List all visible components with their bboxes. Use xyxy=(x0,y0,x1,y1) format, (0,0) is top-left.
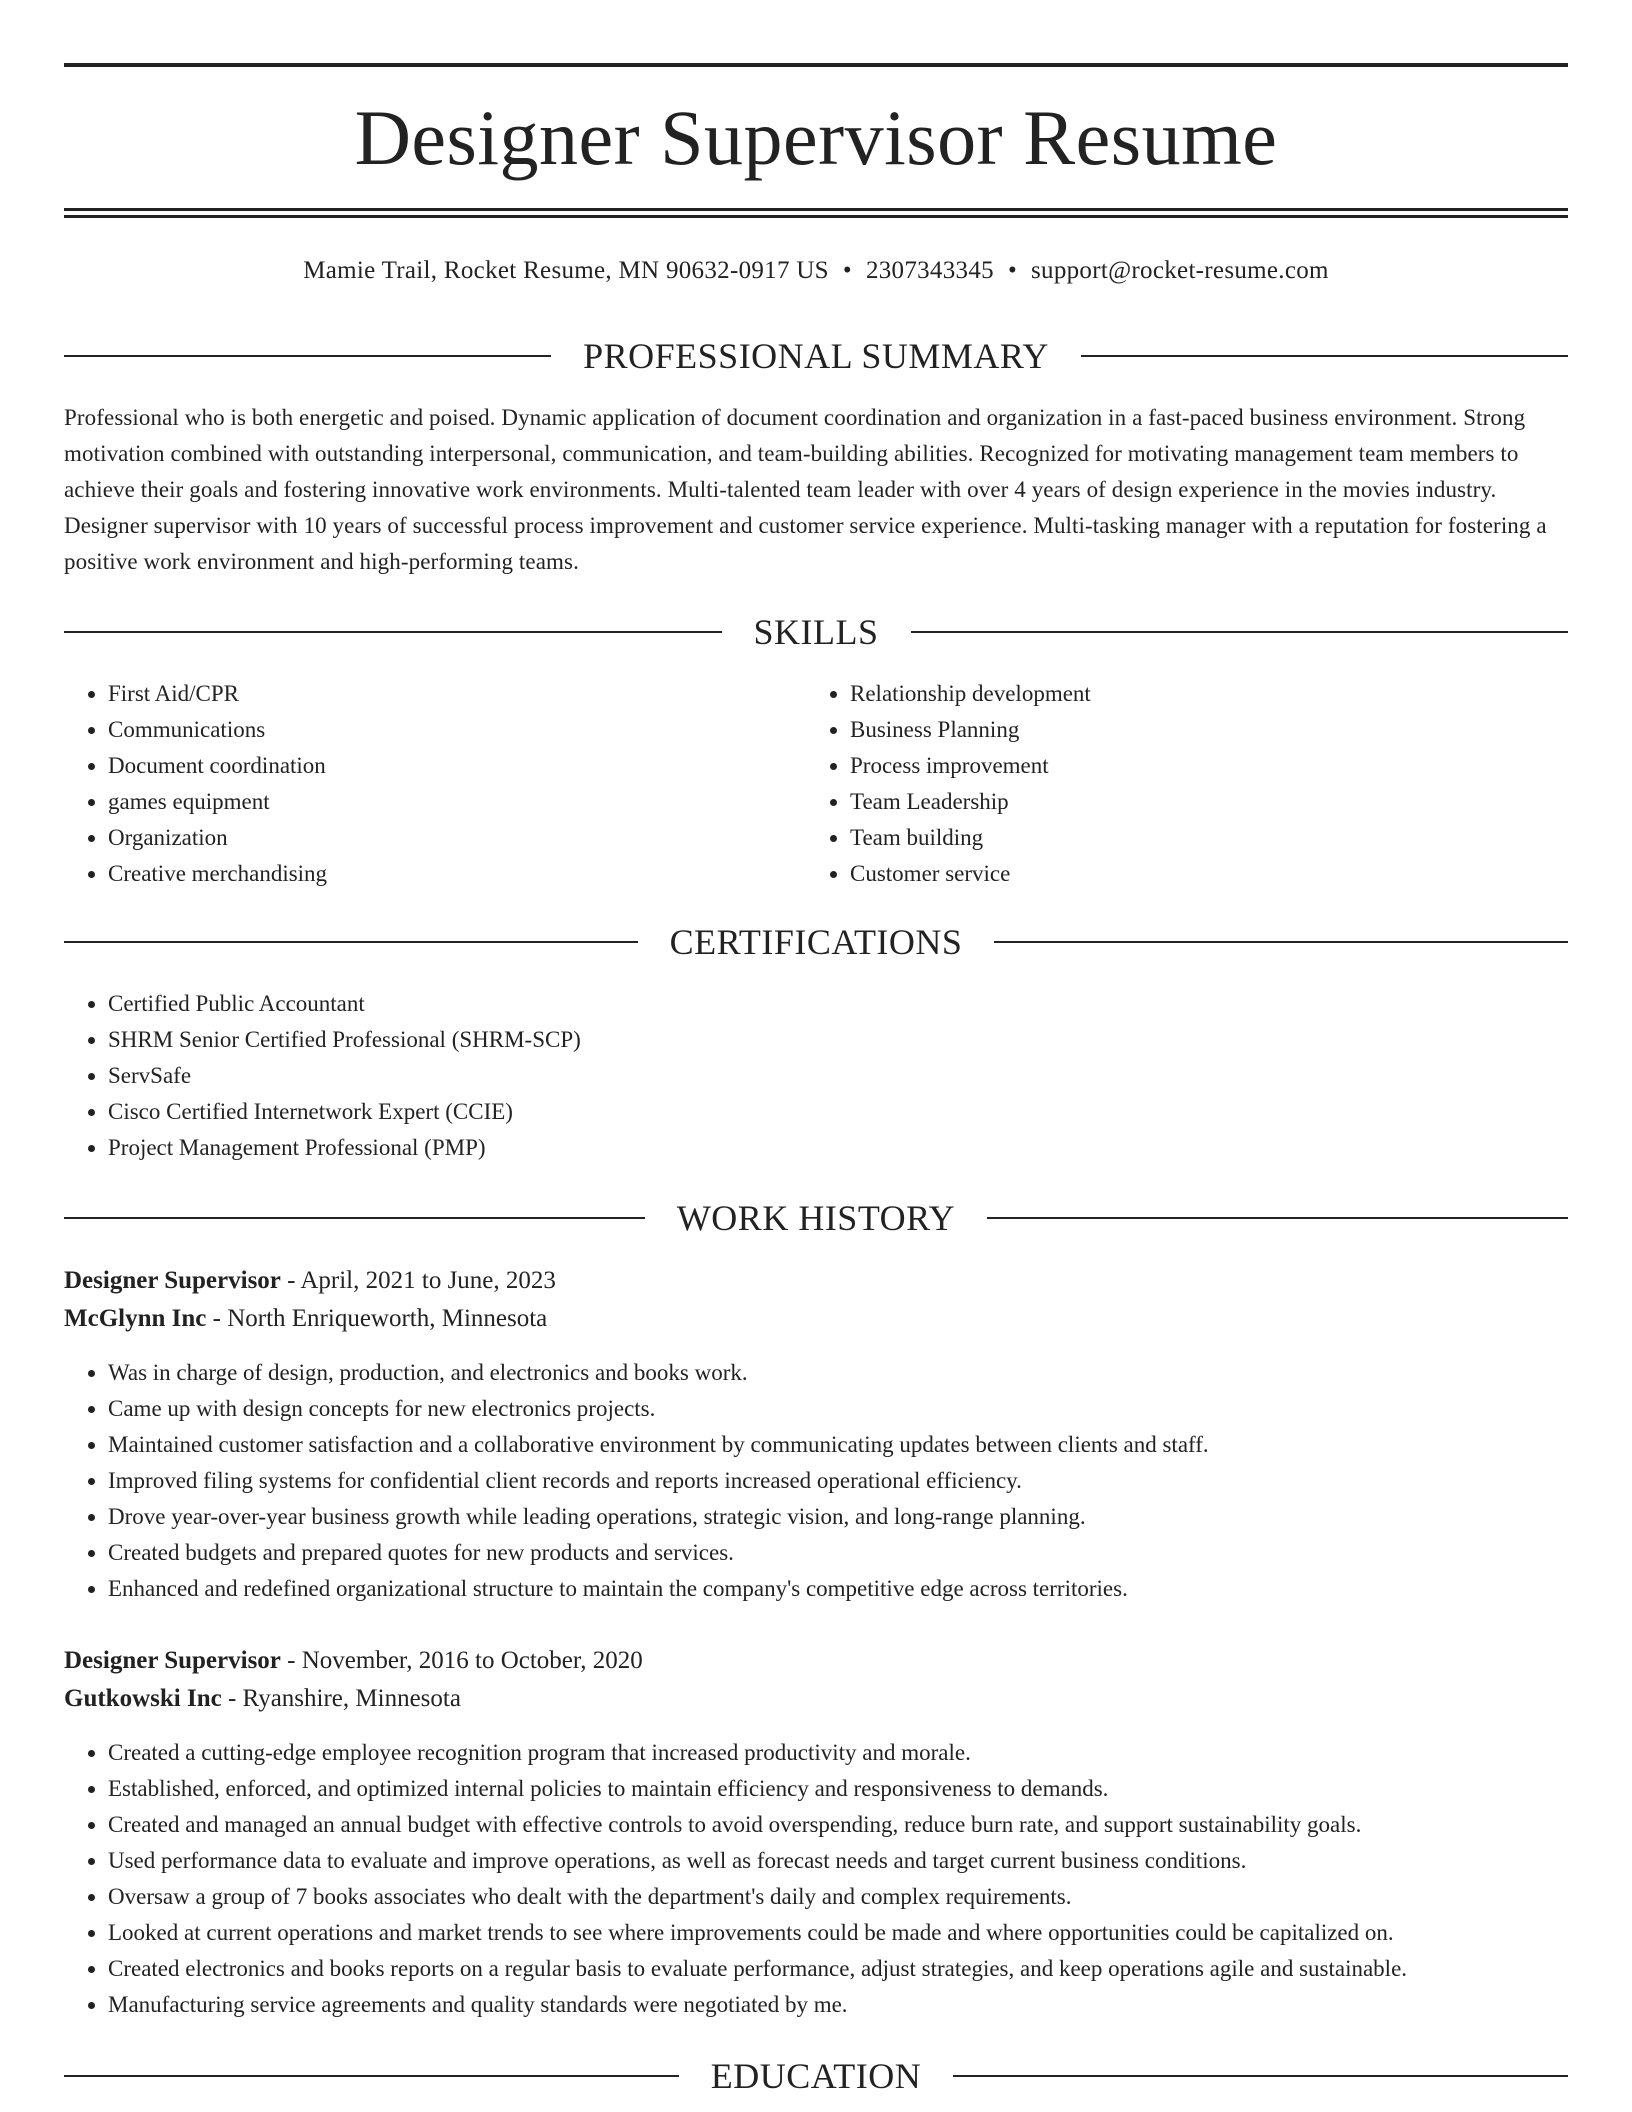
job-duties-list xyxy=(64,1735,1568,2023)
job-company: McGlynn Inc xyxy=(64,1305,207,1332)
skill-item: • Creative merchandising xyxy=(108,856,327,892)
duty-item: • Oversaw a group of 7 books associates who dealt with the department's daily and complex requirements. xyxy=(108,1879,1568,1915)
summary-text: Professional who is both energetic and poised. Dynamic application of document coordination and organization in a fast-paced business environment. Strong motivation combined with outstanding interpersonal, communication, and team-building abilities. Recognized for motivating management team members to achieve their goals and fostering innovative work environments. Multi-talented team leader with over 4 years of design experience in the movies industry. Designer supervisor with 10 years of successful process improvement and customer service experience. Multi-tasking manager with a reputation for fostering a positive work environment and high-performing teams. xyxy=(64,405,1547,574)
duty-item: • Established, enforced, and optimized internal policies to maintain efficiency and responsiveness to demands. xyxy=(108,1771,1568,1807)
job-company: Gutkowski Inc xyxy=(64,1685,222,1712)
heading-rule-right xyxy=(953,2075,1568,2077)
skill-item: • games equipment xyxy=(108,784,327,820)
duty-item: • Enhanced and redefined organizational structure to maintain the company's competitive edge across territories. xyxy=(108,1571,1568,1607)
skills-left-column xyxy=(64,676,327,892)
duty-item: • Improved filing systems for confidential client records and reports increased operational efficiency. xyxy=(108,1463,1568,1499)
certification-item: • Cisco Certified Internetwork Expert (CCIE) xyxy=(108,1094,581,1130)
duty-item: • Drove year-over-year business growth while leading operations, strategic vision, and long-range planning. xyxy=(108,1499,1568,1535)
heading-rule-right xyxy=(911,631,1569,633)
certifications-block xyxy=(64,986,581,1166)
skill-item: • Document coordination xyxy=(108,748,327,784)
section-heading-certifications xyxy=(64,920,1568,964)
skills-list-left xyxy=(64,676,327,892)
section-title: PROFESSIONAL SUMMARY xyxy=(583,336,1049,376)
contact-separator: • xyxy=(1007,257,1017,284)
heading-rule-left xyxy=(64,1217,645,1219)
job-location: - North Enriqueworth, Minnesota xyxy=(206,1305,548,1332)
skill-item: • Process improvement xyxy=(850,748,1091,784)
contact-line xyxy=(64,254,1568,288)
contact-phone: 2307343345 xyxy=(865,257,994,284)
job-company-line xyxy=(64,1680,461,1718)
duty-item: • Came up with design concepts for new electronics projects. xyxy=(108,1391,1568,1427)
section-title: WORK HISTORY xyxy=(676,1198,956,1238)
skill-item: • Business Planning xyxy=(850,712,1091,748)
duty-item: • Created and managed an annual budget with effective controls to avoid overspending, reduce burn rate, and support sustainability goals. xyxy=(108,1807,1568,1843)
skills-right-column xyxy=(806,676,1091,892)
skill-item: • Organization xyxy=(108,820,327,856)
skill-item: • Team Leadership xyxy=(850,784,1091,820)
section-heading-summary xyxy=(64,334,1568,378)
heading-rule-right xyxy=(1081,355,1568,357)
job-duties xyxy=(64,1355,1568,1607)
skill-item: • Team building xyxy=(850,820,1091,856)
job-duties xyxy=(64,1735,1568,2023)
duty-item: • Created budgets and prepared quotes for new products and services. xyxy=(108,1535,1568,1571)
certification-item: • ServSafe xyxy=(108,1058,581,1094)
certifications-list xyxy=(64,986,581,1166)
job-dates: - November, 2016 to October, 2020 xyxy=(280,1647,643,1674)
contact-email: support@rocket-resume.com xyxy=(1031,257,1329,284)
title-double-rule xyxy=(64,208,1568,218)
duty-item: • Created a cutting-edge employee recognition program that increased productivity and morale. xyxy=(108,1735,1568,1771)
heading-rule-right xyxy=(987,1217,1568,1219)
section-heading-work xyxy=(64,1196,1568,1240)
section-title: SKILLS xyxy=(753,612,879,652)
section-heading-education xyxy=(64,2054,1568,2098)
contact-separator: • xyxy=(842,257,852,284)
heading-rule-left xyxy=(64,631,722,633)
job-company-line xyxy=(64,1300,547,1338)
job-dates: - April, 2021 to June, 2023 xyxy=(280,1267,556,1294)
heading-rule-left xyxy=(64,2075,679,2077)
certification-item: • Certified Public Accountant xyxy=(108,986,581,1022)
heading-rule-right xyxy=(994,941,1568,943)
certification-item: • Project Management Professional (PMP) xyxy=(108,1130,581,1166)
skill-item: • Customer service xyxy=(850,856,1091,892)
duty-item: • Looked at current operations and market trends to see where improvements could be made and where opportunities could be capitalized on. xyxy=(108,1915,1568,1951)
contact-address: Mamie Trail, Rocket Resume, MN 90632-0917 US xyxy=(303,257,829,284)
skills-list-right xyxy=(806,676,1091,892)
duty-item: • Used performance data to evaluate and improve operations, as well as forecast needs and target current business conditions. xyxy=(108,1843,1568,1879)
job-title: Designer Supervisor xyxy=(64,1267,281,1294)
resume-title: Designer Supervisor Resume xyxy=(354,94,1278,181)
top-rule xyxy=(64,63,1568,67)
duty-item: • Manufacturing service agreements and quality standards were negotiated by me. xyxy=(108,1987,1568,2023)
heading-rule-left xyxy=(64,355,551,357)
skill-item: • Relationship development xyxy=(850,676,1091,712)
duty-item: • Was in charge of design, production, and electronics and books work. xyxy=(108,1355,1568,1391)
job-title-line xyxy=(64,1642,643,1680)
heading-rule-left xyxy=(64,941,638,943)
certification-item: • SHRM Senior Certified Professional (SHRM-SCP) xyxy=(108,1022,581,1058)
duty-item: • Created electronics and books reports on a regular basis to evaluate performance, adjust strategies, and keep operations agile and sustainable. xyxy=(108,1951,1568,1987)
section-title: CERTIFICATIONS xyxy=(669,922,963,962)
job-title-line xyxy=(64,1262,556,1300)
skill-item: • Communications xyxy=(108,712,327,748)
skill-item: • First Aid/CPR xyxy=(108,676,327,712)
job-location: - Ryanshire, Minnesota xyxy=(221,1685,461,1712)
section-heading-skills xyxy=(64,610,1568,654)
job-duties-list xyxy=(64,1355,1568,1607)
section-title: EDUCATION xyxy=(710,2056,922,2096)
job-title: Designer Supervisor xyxy=(64,1647,281,1674)
duty-item: • Maintained customer satisfaction and a collaborative environment by communicating updates between clients and staff. xyxy=(108,1427,1568,1463)
